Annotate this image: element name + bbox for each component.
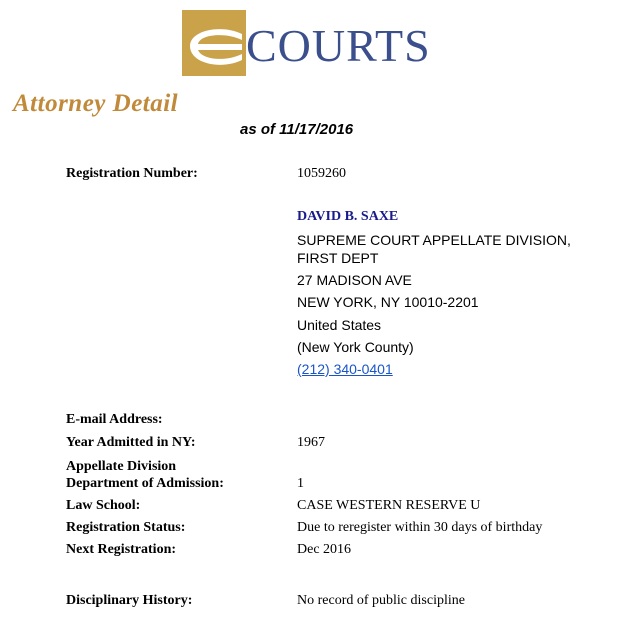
registration-number-value: 1059260 bbox=[297, 166, 346, 181]
registration-number-label: Registration Number: bbox=[66, 166, 198, 181]
address-line: (New York County) bbox=[297, 339, 414, 355]
address-line: FIRST DEPT bbox=[297, 250, 379, 266]
ecourts-logo bbox=[182, 10, 452, 76]
disciplinary-history-label: Disciplinary History: bbox=[66, 593, 193, 608]
phone-link[interactable]: (212) 340-0401 bbox=[297, 361, 393, 377]
next-registration-value: Dec 2016 bbox=[297, 542, 352, 557]
ecourts-logo-emblem bbox=[182, 10, 246, 76]
year-admitted-value: 1967 bbox=[297, 435, 325, 450]
registration-status-label: Registration Status: bbox=[66, 520, 186, 535]
attorney-name: DAVID B. SAXE bbox=[297, 209, 399, 224]
address-line: NEW YORK, NY 10010-2201 bbox=[297, 294, 479, 310]
registration-status-value: Due to reregister within 30 days of birthday bbox=[297, 520, 543, 535]
ecourts-logo-text: COURTS bbox=[246, 20, 431, 71]
law-school-value: CASE WESTERN RESERVE U bbox=[297, 498, 481, 513]
page-title: Attorney Detail bbox=[13, 90, 179, 117]
appellate-division-label: Appellate Division bbox=[66, 459, 177, 474]
disciplinary-history-value: No record of public discipline bbox=[297, 593, 465, 608]
department-of-admission-value: 1 bbox=[297, 476, 304, 491]
address-line: 27 MADISON AVE bbox=[297, 272, 412, 288]
year-admitted-label: Year Admitted in NY: bbox=[66, 435, 196, 450]
address-line: United States bbox=[297, 317, 382, 333]
email-label: E-mail Address: bbox=[66, 412, 163, 427]
as-of-date: as of 11/17/2016 bbox=[240, 121, 354, 138]
next-registration-label: Next Registration: bbox=[66, 542, 177, 557]
law-school-label: Law School: bbox=[66, 498, 141, 513]
address-line: SUPREME COURT APPELLATE DIVISION, bbox=[297, 232, 571, 248]
department-of-admission-label: Department of Admission: bbox=[66, 476, 224, 491]
